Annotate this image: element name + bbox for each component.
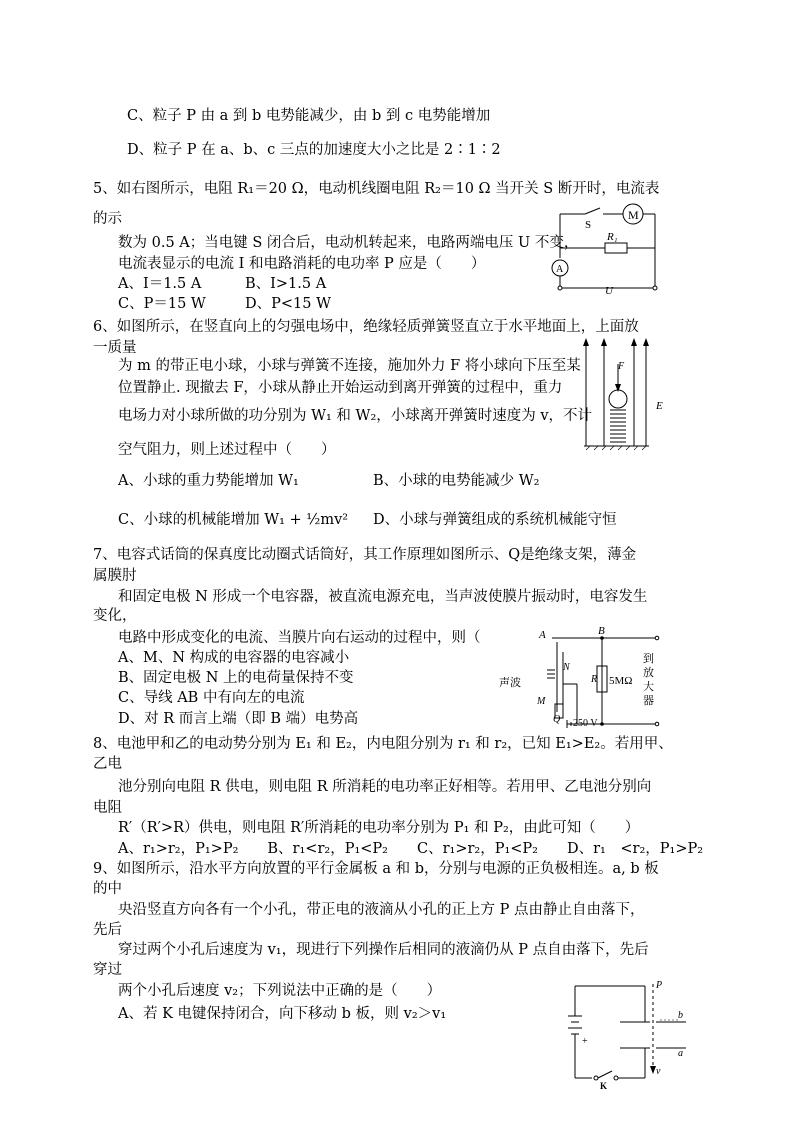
support-q-label: Q	[553, 714, 561, 725]
q6-stem-5: 电场力对小球所做的功分别为 W₁ 和 W₂，小球离开弹簧时速度为 v，不计	[118, 408, 593, 424]
point-p-label: P	[656, 980, 663, 991]
switch-label: S	[585, 219, 592, 231]
q6-option-d: D、小球与弹簧组成的系统机械能守恒	[373, 512, 617, 528]
q4-option-c: C、粒子 P 由 a 到 b 电势能减少，由 b 到 c 电势能增加	[127, 108, 491, 124]
q5-option-a: A、I＝1.5 A	[118, 276, 202, 292]
point-b-label: B	[598, 625, 605, 637]
q7-stem-5: 电路中形成变化的电流、当膜片向右运动的过程中，则（	[118, 630, 481, 646]
amp-label-1: 到	[643, 653, 654, 665]
electrode-n-label: N	[563, 662, 570, 673]
q7-option-a: A、M、N 构成的电容器的电容减小	[118, 650, 350, 666]
amp-label-4: 器	[643, 695, 654, 707]
q5-option-b: B、I>1.5 A	[245, 276, 327, 292]
q5-stem-4: 电流表显示的电流 I 和电路消耗的电功率 P 应是（ ）	[118, 256, 486, 272]
q5-option-d: D、P<15 W	[245, 296, 331, 312]
q6-option-a: A、小球的重力势能增加 W₁	[118, 473, 299, 489]
q6-stem-6: 空气阻力，则上述过程中（ ）	[118, 442, 336, 458]
q6-option-b: B、小球的电势能减少 W₂	[373, 473, 540, 489]
q6-option-c: C、小球的机械能增加 W₁ + ½mv²	[118, 512, 349, 528]
q6-stem-4: 位置静止. 现撤去 F，小球从静止开始运动到离开弹簧的过程中，重力	[118, 380, 563, 396]
q5-option-c: C、P＝15 W	[118, 296, 206, 312]
q7-stem-4: 变化，	[93, 608, 137, 624]
q7-option-b: B、固定电极 N 上的电荷量保持不变	[118, 670, 354, 686]
resistor-value: 5MΩ	[609, 675, 633, 687]
sound-wave-label: 声波	[499, 677, 521, 689]
force-label: F	[618, 361, 625, 372]
q8-stem-1: 8、电池甲和乙的电动势分别为 E₁ 和 E₂，内电阻分别为 r₁ 和 r₂，已知 E₁>E₂。若用甲、	[93, 736, 673, 752]
velocity-label: v	[656, 1066, 661, 1077]
q5-stem-3: 数为 0.5 A；当电键 S 闭合后，电动机转起来，电路两端电压 U 不变，	[118, 235, 579, 251]
q8-stem-2: 乙电	[93, 756, 122, 772]
amp-label-2: 放	[643, 667, 654, 679]
voltage-label: 250 V	[573, 718, 598, 729]
q7-stem-1: 7、电容式话筒的保真度比动圈式话筒好，其工作原理如图所示、Q是绝缘支架，薄金	[93, 547, 637, 563]
q9-stem-2: 的中	[93, 881, 122, 897]
q9-stem-3: 央沿竖直方向各有一个小孔，带正电的液滴从小孔的正上方 P 点由静止自由落下，	[118, 902, 645, 918]
field-label: E	[656, 400, 663, 412]
q8-stem-4: 电阻	[93, 800, 122, 816]
amp-label-3: 大	[643, 681, 654, 693]
q6-spring-field-diagram	[574, 334, 674, 454]
q9-parallel-plates-diagram	[560, 976, 690, 1094]
q7-microphone-diagram	[497, 624, 667, 730]
q9-stem-5: 穿过两个小孔后速度为 v₁，现进行下列操作后相同的液滴仍从 P 点自由落下，先后	[118, 942, 649, 958]
resistor-r-label: R	[591, 674, 598, 685]
q7-stem-3: 和固定电极 N 形成一个电容器，被直流电源充电，当声波使膜片振动时，电容发生	[118, 589, 648, 605]
q5-stem-1: 5、如右图所示，电阻 R₁＝20 Ω，电动机线圈电阻 R₂＝10 Ω 当开关 S 断开时，电流表	[93, 181, 660, 197]
q4-option-d: D、粒子 P 在 a、b、c 三点的加速度大小之比是 2∶1∶2	[127, 142, 501, 158]
q8-stem-3: 池分别向电阻 R 供电，则电阻 R 所消耗的电功率正好相等。若用甲、乙电池分别向	[118, 779, 652, 795]
q7-option-c: C、导线 AB 中有向左的电流	[118, 690, 305, 706]
ammeter-label: A	[556, 264, 564, 275]
membrane-m-label: M	[537, 696, 546, 707]
q9-stem-1: 9、如图所示，沿水平方向放置的平行金属板 a 和 b，分别与电源的正负极相连。a, b 板	[93, 861, 659, 877]
q7-option-d: D、对 R 而言上端（即 B 端）电势高	[118, 711, 359, 727]
q6-stem-2: 一质量	[93, 340, 137, 356]
q7-stem-2: 属膜肘	[93, 568, 137, 584]
motor-label: M	[628, 208, 639, 222]
positive-terminal: +	[582, 1036, 588, 1047]
q9-option-a: A、若 K 电键保持闭合，向下移动 b 板，则 v₂＞v₁	[118, 1006, 447, 1022]
q5-circuit-diagram	[545, 198, 670, 298]
q6-stem-3: 为 m 的带正电小球，小球与弹簧不连接，施加外力 F 将小球向下压至某	[118, 358, 581, 374]
q5-stem-2: 的示	[93, 211, 122, 227]
q9-stem-4: 先后	[93, 922, 122, 938]
plate-b-label: b	[678, 1010, 683, 1021]
q8-options: A、r₁>r₂，P₁>P₂ B、r₁<r₂，P₁<P₂ C、r₁>r₂，P₁<P₂ D、r₁ <r₂，P₁>P₂	[118, 841, 704, 857]
plate-a-label: a	[678, 1048, 683, 1059]
q6-stem-1: 6、如图所示，在竖直向上的匀强电场中，绝缘轻质弹簧竖直立于水平地面上，上面放	[93, 319, 639, 335]
q9-stem-7: 两个小孔后速度 v₂；下列说法中正确的是（ ）	[118, 983, 442, 999]
q8-stem-5: R′（R′>R）供电，则电阻 R′所消耗的电功率分别为 P₁ 和 P₂，由此可知（ ）	[118, 820, 640, 836]
voltage-label: U	[605, 285, 613, 297]
q9-stem-6: 穿过	[93, 962, 122, 978]
resistor-label: R₁	[607, 231, 618, 243]
switch-k-label: K	[600, 1081, 608, 1091]
point-a-label: A	[539, 629, 546, 641]
